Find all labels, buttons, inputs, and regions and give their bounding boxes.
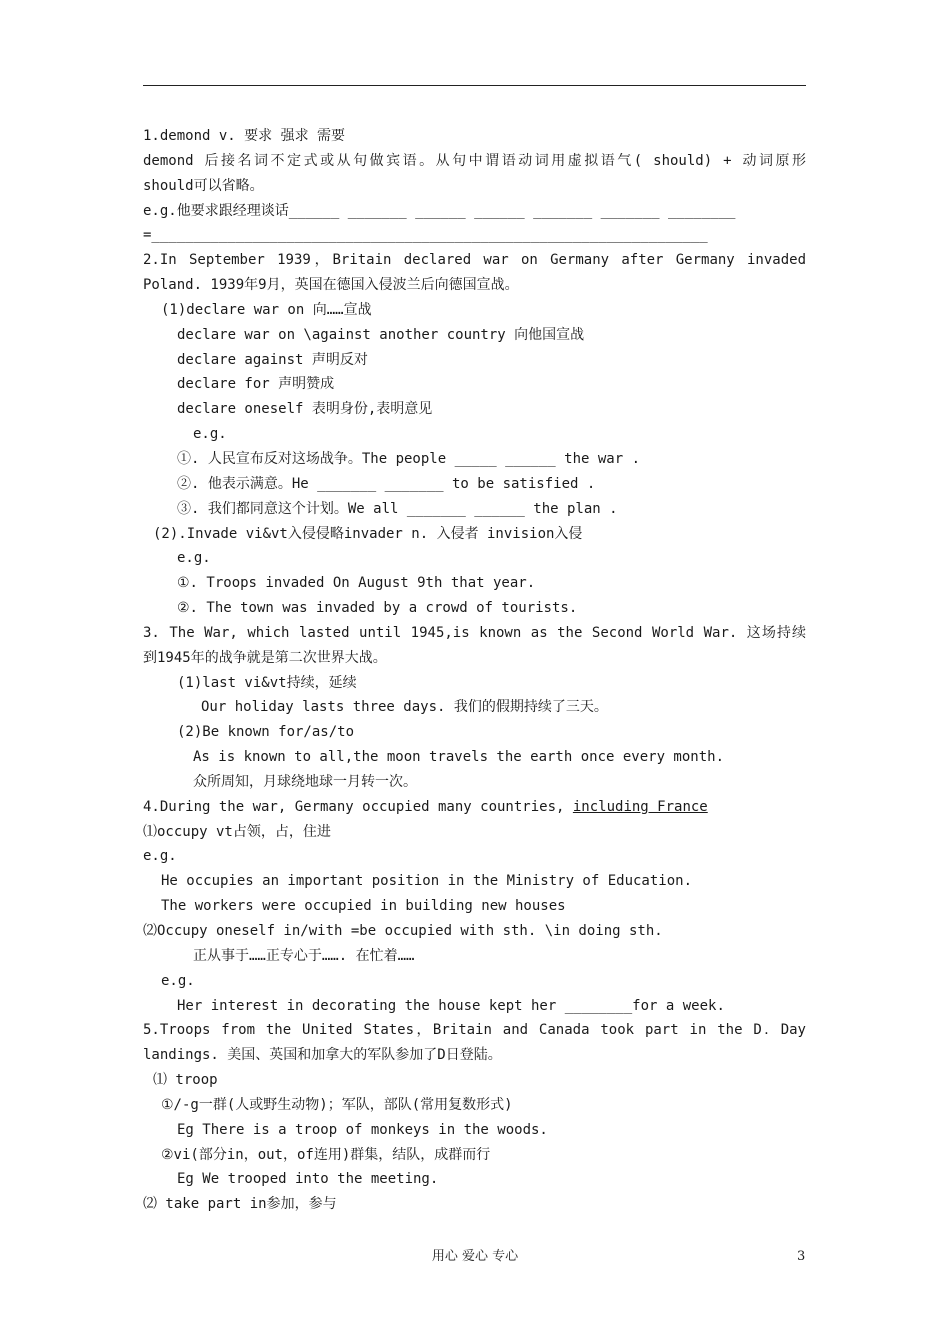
line-text: 3. The War, which lasted until 1945,is known as the Second World War. 这场持续 xyxy=(143,624,806,641)
text-line xyxy=(143,621,806,646)
text-line xyxy=(143,695,806,720)
line-text: ②vi(部分in，out，of连用)群集，结队，成群而行 xyxy=(161,1146,491,1163)
text-line xyxy=(143,646,806,671)
text-line xyxy=(143,223,806,248)
text-line xyxy=(143,596,806,621)
text-line xyxy=(143,124,806,149)
line-text: 到1945年的战争就是第二次世界大战。 xyxy=(143,649,387,666)
text-line xyxy=(143,571,806,596)
line-text: As is known to all,the moon travels the earth once every month. xyxy=(193,749,725,766)
text-line xyxy=(143,894,806,919)
text-line xyxy=(143,323,806,348)
text-line xyxy=(143,497,806,522)
line-text: Her interest in decorating the house kept her ________for a week. xyxy=(177,997,725,1014)
line-text: declare for 声明赞成 xyxy=(177,376,335,393)
line-text: 众所周知，月球绕地球一月转一次。 xyxy=(193,773,417,790)
text-line xyxy=(143,919,806,944)
line-text: ⑵Occupy oneself in/with =be occupied with sth. \in doing sth. xyxy=(143,923,663,939)
line-text: declare oneself 表明身份,表明意见 xyxy=(177,401,433,418)
line-text: ⑴occupy vt占领，占，住进 xyxy=(143,823,331,840)
text-line xyxy=(143,1043,806,1068)
text-line xyxy=(143,795,806,820)
document-body xyxy=(143,124,806,1217)
text-line xyxy=(143,944,806,969)
line-text: =__________________________________________________________________ xyxy=(143,227,708,244)
header-rule xyxy=(143,85,806,86)
text-line xyxy=(143,869,806,894)
line-text: (1)last vi&vt持续，延续 xyxy=(177,674,357,691)
line-text: ⑴ troop xyxy=(153,1072,218,1089)
line-text: e.g. xyxy=(143,848,177,865)
text-line xyxy=(143,1018,806,1043)
line-text: e.g. xyxy=(161,972,195,989)
text-line xyxy=(143,1068,806,1093)
line-text: ②. 他表示满意。He _______ _______ to be satisfied . xyxy=(177,475,596,492)
line-text: 2.In September 1939，Britain declared war on Germany after Germany invaded xyxy=(143,252,806,269)
text-line xyxy=(143,844,806,869)
line-text: (2).Invade vi&vt入侵侵略invader n. 入侵者 invision入侵 xyxy=(153,525,583,542)
underlined-text: including France xyxy=(572,798,708,815)
text-line xyxy=(143,472,806,497)
text-line xyxy=(143,1093,806,1118)
text-line xyxy=(143,1118,806,1143)
line-text: (1)declare war on 向……宣战 xyxy=(161,301,372,318)
text-line xyxy=(143,969,806,994)
line-text: ②. The town was invaded by a crowd of tourists. xyxy=(177,600,578,617)
text-line xyxy=(143,522,806,547)
text-line xyxy=(143,174,806,199)
line-text: demond 后接名词不定式或从句做宾语。从句中谓语动词用虚拟语气( should) + 动词原形 xyxy=(143,152,806,169)
page-number: 3 xyxy=(797,1249,806,1264)
text-line xyxy=(143,1143,806,1168)
line-text: Eg There is a troop of monkeys in the woods. xyxy=(177,1121,548,1138)
text-line xyxy=(143,671,806,696)
text-line xyxy=(143,298,806,323)
line-text: ①. 人民宣布反对这场战争。The people _____ ______ the war . xyxy=(177,450,641,467)
line-text: declare against 声明反对 xyxy=(177,351,368,368)
line-text: landings. 美国、英国和加拿大的军队参加了D日登陆。 xyxy=(143,1047,502,1064)
line-text: ③. 我们都同意这个计划。We all _______ ______ the plan . xyxy=(177,500,618,517)
line-text: 5.Troops from the United States，Britain and Canada took part in the D．Day xyxy=(143,1022,806,1039)
line-text: ⑵ take part in参加，参与 xyxy=(143,1196,337,1213)
text-line xyxy=(143,149,806,174)
line-text: e.g.他要求跟经理谈话______ _______ ______ ______ _______ _______ ________ xyxy=(143,202,736,219)
line-text: He occupies an important position in the Ministry of Education. xyxy=(161,873,693,890)
text-line xyxy=(143,546,806,571)
line-text: (2)Be known for/as/to xyxy=(177,724,355,741)
line-text: Our holiday lasts three days. 我们的假期持续了三天。 xyxy=(201,699,608,716)
line-text: 1.demond v. 要求 强求 需要 xyxy=(143,128,346,144)
text-line xyxy=(143,199,806,224)
text-line xyxy=(143,397,806,422)
line-text: Eg We trooped into the meeting. xyxy=(177,1171,439,1188)
text-line xyxy=(143,273,806,298)
text-line xyxy=(143,820,806,845)
line-text: 4.During the war, Germany occupied many countries, xyxy=(143,798,573,815)
text-line xyxy=(143,422,806,447)
line-text: 正从事于……正专心于……. 在忙着…… xyxy=(193,947,415,964)
line-text: declare war on \against another country 向他国宣战 xyxy=(177,326,585,343)
text-line xyxy=(143,1167,806,1192)
text-line xyxy=(143,372,806,397)
line-text: e.g. xyxy=(177,550,211,567)
text-line xyxy=(143,447,806,472)
text-line xyxy=(143,348,806,373)
line-text: Poland. 1939年9月，英国在德国入侵波兰后向德国宣战。 xyxy=(143,277,519,294)
line-text: e.g. xyxy=(193,426,227,443)
text-line xyxy=(143,720,806,745)
text-line xyxy=(143,994,806,1019)
line-text: should可以省略。 xyxy=(143,177,264,194)
text-line xyxy=(143,1192,806,1217)
text-line xyxy=(143,248,806,273)
line-text: ①/-g一群(人或野生动物)；军队，部队(常用复数形式) xyxy=(161,1096,513,1113)
text-line xyxy=(143,770,806,795)
line-text: ①. Troops invaded On August 9th that year. xyxy=(177,575,536,592)
text-line xyxy=(143,745,806,770)
footer-motto: 用心 爱心 专心 xyxy=(431,1249,519,1264)
line-text: The workers were occupied in building new houses xyxy=(161,898,566,915)
